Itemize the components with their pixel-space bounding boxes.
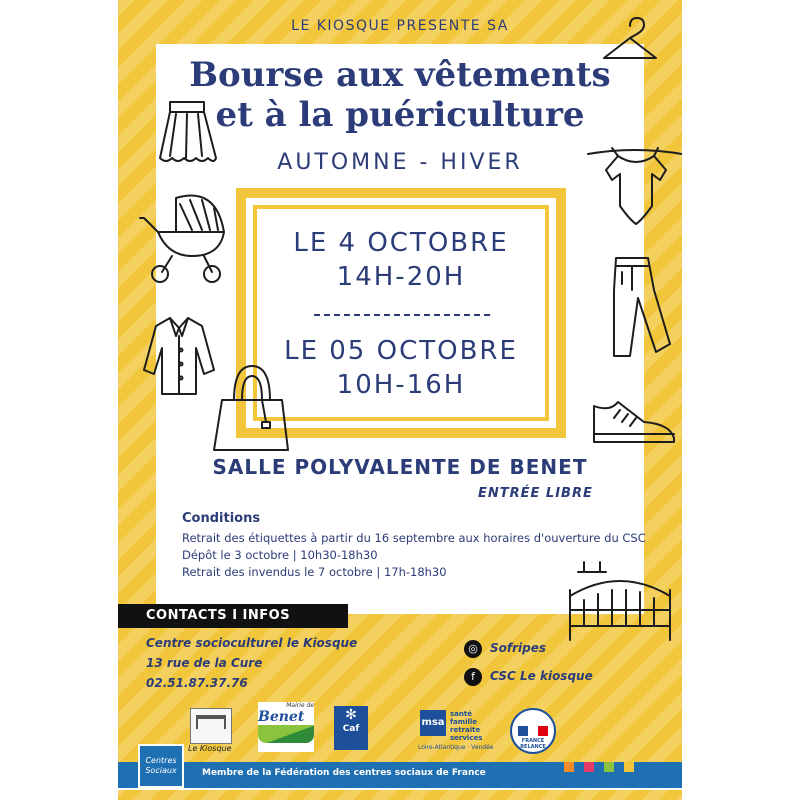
color-square: [564, 762, 574, 772]
msa-logo-text: [450, 710, 482, 742]
condition-line: Dépôt le 3 octobre | 10h30-18h30: [182, 548, 378, 562]
condition-line: Retrait des étiquettes à partir du 16 septembre aux horaires d'ouverture du CSC: [182, 531, 646, 545]
france-relance-logo: [510, 708, 556, 754]
instagram-handle: Sofripes: [490, 641, 547, 655]
caf-logo-label: Caf: [342, 724, 360, 734]
caf-logo: ✻ Caf: [334, 706, 368, 750]
dashed-divider: [314, 314, 490, 316]
sneaker-icon: [586, 392, 682, 452]
title-line-1: Bourse aux vêtements: [189, 55, 611, 95]
kiosque-logo-label: Le Kiosque: [188, 744, 232, 753]
color-square: [644, 762, 654, 772]
facebook-icon: f: [464, 668, 482, 686]
jeans-icon: [598, 250, 674, 362]
season-label: AUTOMNE - HIVER: [277, 150, 523, 175]
msa-line: famille: [450, 718, 478, 726]
conditions-title: Conditions: [182, 511, 261, 526]
date-2-day: LE 05 OCTOBRE: [284, 336, 518, 366]
hanger-icon: [600, 14, 660, 64]
contact-address: 13 rue de la Cure: [146, 656, 263, 670]
footer-text: Membre de la Fédération des centres sociaux de France: [202, 768, 486, 778]
date-2-hours: 10H-16H: [336, 370, 466, 400]
centres-sociaux-badge: Centres Sociaux: [138, 744, 184, 788]
event-poster: [118, 0, 682, 800]
title-line-2: et à la puériculture: [215, 95, 585, 135]
partner-logos: [118, 700, 682, 758]
date-1-day: LE 4 OCTOBRE: [293, 228, 509, 258]
msa-line: retraite: [450, 726, 481, 734]
france-relance-label: FRANCE RELANCE: [520, 738, 546, 750]
facebook-handle: CSC Le kiosque: [490, 669, 593, 683]
presenter-line: LE KIOSQUE PRESENTE SA: [291, 18, 509, 34]
entry-label: ENTRÉE LIBRE: [478, 486, 593, 501]
venue-name: SALLE POLYVALENTE DE BENET: [212, 455, 588, 479]
msa-line: services: [450, 734, 483, 742]
color-square: [604, 762, 614, 772]
msa-region: Loire-Atlantique · Vendée: [418, 744, 494, 751]
color-square: [624, 762, 634, 772]
bodysuit-icon: [588, 140, 682, 230]
msa-logo-icon: msa: [420, 710, 446, 736]
contact-name: Centre socioculturel le Kiosque: [146, 636, 358, 650]
benet-logo-top: Mairie de: [286, 702, 314, 709]
pram-icon: [138, 188, 230, 286]
condition-line: Retrait des invendus le 7 octobre | 17h-18h30: [182, 565, 447, 579]
msa-line: santé: [450, 710, 472, 718]
instagram-icon: ◎: [464, 640, 482, 658]
date-1-hours: 14H-20H: [336, 262, 466, 292]
benet-logo: [258, 702, 314, 752]
handbag-icon: [210, 360, 290, 454]
contacts-heading: CONTACTS I INFOS: [118, 604, 348, 628]
skirt-icon: [156, 100, 218, 170]
benet-logo-name: Benet: [258, 709, 305, 725]
color-square: [584, 762, 594, 772]
kiosque-logo-icon: [190, 708, 232, 744]
contact-phone: 02.51.87.37.76: [146, 676, 248, 690]
shirt-icon: [140, 314, 218, 398]
crib-icon: [564, 560, 676, 646]
